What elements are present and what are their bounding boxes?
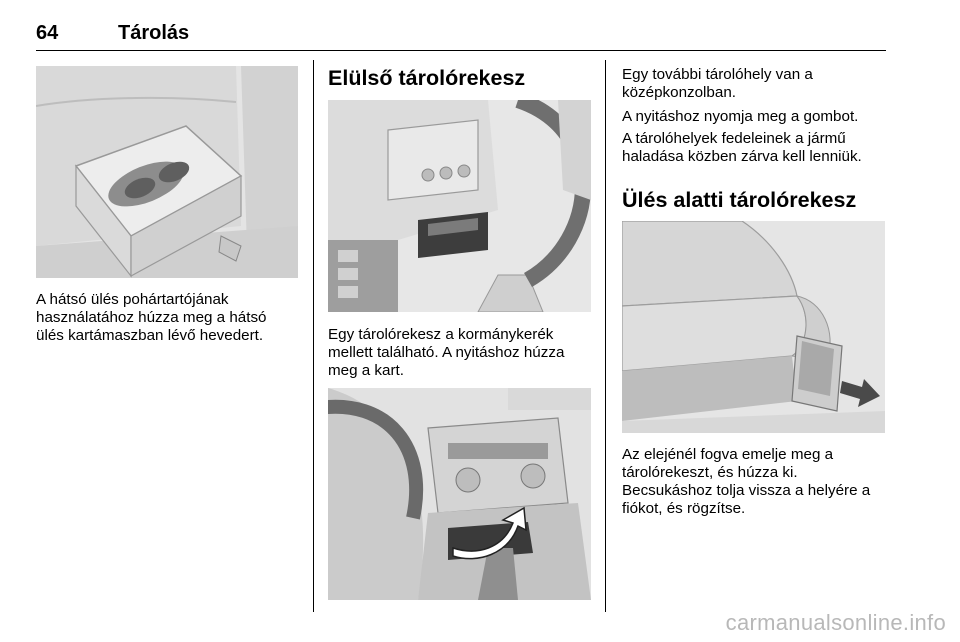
watermark: carmanualsonline.info — [725, 610, 946, 635]
lids-closed-warning: A tárolóhelyek fedeleinek a jármű haladása közben zárva kell lenniük. — [622, 130, 862, 165]
console-button-instruction: A nyitáshoz nyomja meg a gombot. — [622, 108, 859, 125]
page-number: 64 — [36, 22, 59, 44]
page-header — [36, 22, 886, 51]
under-seat-close-instruction: Becsukáshoz tolja vissza a helyére a fiókot, és rögzítse. — [622, 482, 871, 517]
front-storage-paragraph: Egy tárolórekesz a kormánykerék mellett található. A nyitáshoz húzza meg a kart. — [328, 326, 565, 379]
front-storage-compartment-illustration — [328, 100, 591, 312]
section-title: Tárolás — [118, 22, 190, 44]
column-divider-1 — [313, 60, 314, 612]
column-divider-2 — [605, 60, 606, 612]
under-seat-storage-heading: Ülés alatti tárolórekesz — [622, 188, 857, 212]
rear-armrest-cupholder-illustration — [36, 66, 298, 278]
front-storage-heading: Elülső tárolórekesz — [328, 66, 526, 90]
console-storage-intro: Egy további tárolóhely van a középkonzolban. — [622, 66, 813, 101]
under-seat-drawer-illustration — [622, 221, 885, 433]
cupholder-caption: A hátsó ülés pohártartójának használatához húzza meg a hátsó ülés kartámaszban lévő hevedert. — [36, 291, 267, 344]
under-seat-open-instruction: Az elejénél fogva emelje meg a tárolórekeszt, és húzza ki. — [622, 446, 834, 481]
center-console-storage-illustration — [328, 388, 591, 600]
